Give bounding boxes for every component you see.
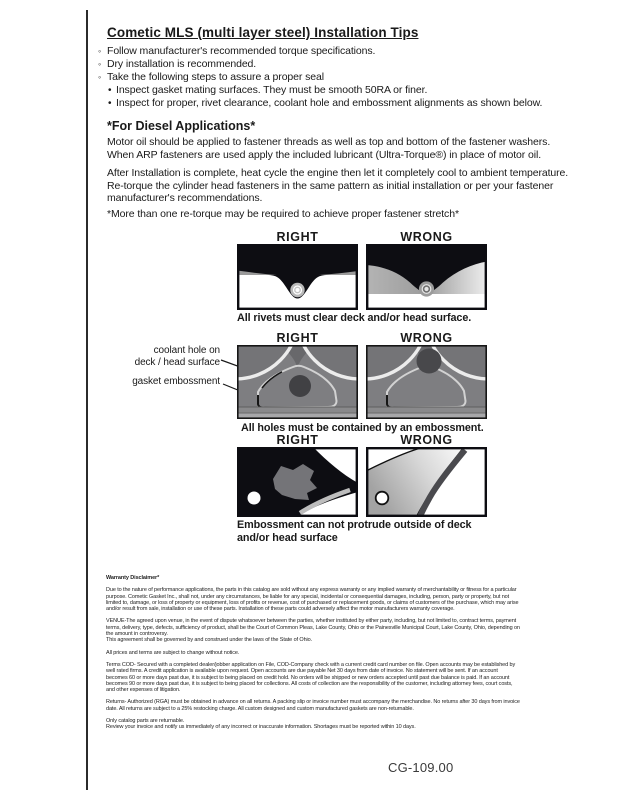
bullet-text: Inspect for proper, rivet clearance, coolant hole and embossment alignments as shown below. — [116, 97, 543, 109]
row2-wrong-label: WRONG — [400, 331, 453, 345]
warranty-disclaimer-heading: Warranty Disclaimer* — [106, 575, 160, 581]
row2-right-label: RIGHT — [276, 331, 319, 345]
governing-law-line: This agreement shall be governed by and construed under the laws of the State of Ohio. — [106, 637, 313, 644]
bullet-item — [98, 45, 578, 58]
retorque-note: *More than one re-torque may be required to achieve proper fastener stretch* — [107, 208, 459, 220]
page-code: CG-109.00 — [388, 760, 454, 775]
venue-paragraph: VENUE-The agreed upon venue, in the event of dispute whatsoever between the parties, whether instituted by either party, including, but not limited to, contract terms, payment terms, delivery, type, defects, sufficiency of product, shall be the Court of Common Pleas, Lake County, Ohio or the Painesville Municipal Court, Lake County, Ohio, depending on the amount in controversy. — [106, 618, 520, 638]
page-title: Cometic MLS (multi layer steel) Installation Tips — [107, 25, 419, 40]
returns-paragraph: Returns- Authorized (RGA) must be obtained in advance on all returns. A packing slip or invoice number must accompany the merchandise. No returns after 30 days from invoice date. All returns are subject to a 25% restocking charge. All custom designed and custom manufactured gaskets are non-returnable. — [106, 699, 520, 712]
row1-wrong-figure — [366, 244, 487, 310]
bullet-list — [98, 45, 578, 110]
row2-wrong-figure — [366, 345, 487, 419]
row1-wrong-label: WRONG — [400, 230, 453, 244]
protrusion-wrong-diagram — [366, 447, 487, 517]
row2-right-figure — [237, 345, 358, 419]
row3-caption: Embossment can not protrude outside of deck and/or head surface — [237, 519, 472, 544]
row1-right-label: RIGHT — [276, 230, 319, 244]
dot-bullet-icon: • — [108, 98, 112, 109]
warranty-paragraph: Due to the nature of performance applications, the parts in this catalog are sold without any express warranty or any implied warranty of merchantability or fitness for a particular purpose. Cometic Gasket Inc., shall not, under any circumstances, be liable for any special, incidental or consequential damages, including, person, party or property, but not limited to, damage, or loss of property or equipment, loss of profits or revenue, cost of purchased or replacement goods, or claims of customers of the purchase, which may arise and/or result from sale, installation or use of these parts. Installation of these parts could adversely affect the motor manufacturers warranty coverage. — [106, 587, 519, 613]
circle-bullet-icon: ◦ — [98, 72, 102, 82]
bullet-text: Inspect gasket mating surfaces. They must be smooth 50RA or finer. — [116, 84, 428, 96]
row2-caption: All holes must be contained by an embossment. — [241, 422, 484, 434]
diesel-section-heading: *For Diesel Applications* — [107, 119, 256, 133]
row1-right-figure — [237, 244, 358, 310]
bullet-text: Follow manufacturer's recommended torque specifications. — [107, 45, 376, 57]
circle-bullet-icon: ◦ — [98, 46, 102, 56]
row3-right-label: RIGHT — [276, 433, 319, 447]
circle-bullet-icon: ◦ — [98, 59, 102, 69]
gasket-embossment-annotation: gasket embossment — [132, 376, 220, 387]
catalog-parts-line: Only catalog parts are returnable. — [106, 718, 185, 725]
rivet-right-diagram — [237, 244, 358, 310]
page-left-rule — [86, 10, 88, 790]
diesel-paragraph-2: After Installation is complete, heat cycle the engine then let it completely cool to ambient temperature. Re-torque the cylinder head fasteners in the same pattern as initial installation or per your fastener manufacturer's recommendations. — [107, 167, 569, 205]
dot-bullet-icon: • — [108, 85, 112, 96]
row3-wrong-label: WRONG — [400, 433, 453, 447]
embossment-right-diagram — [237, 345, 358, 419]
row3-wrong-figure — [366, 447, 487, 517]
sub-bullet-item — [98, 84, 578, 97]
embossment-wrong-diagram — [366, 345, 487, 419]
bullet-item — [98, 58, 578, 71]
sub-bullet-item — [98, 97, 578, 110]
legal-fine-print — [106, 575, 520, 737]
review-invoice-line: Review your invoice and notify us immediately of any incorrect or inaccurate information. Shortages must be reported within 10 days. — [106, 724, 416, 731]
terms-cod-paragraph: Terms COD- Secured with a completed dealer/jobber application on File, COD-Company check with a current credit card number on file. Open accounts may be established by well rated firms. A credit application is available upon request. Open accounts are due payable Net 30 days from date of invoice. No statement will be sent. If an account becomes 60 or more days past due, it is subject to being placed on credit hold. No orders will be shipped or new orders accepted until past due balance is paid. If an account becomes 90 or more days past due, it is subject to being placed for collections. All costs of collection are the responsibility of the customer, including attorney fees, court costs, and other expenses of litigation. — [106, 661, 516, 694]
coolant-hole-annotation: coolant hole on deck / head surface — [134, 345, 220, 368]
bullet-item — [98, 71, 578, 84]
diesel-paragraph-1: Motor oil should be applied to fastener threads as well as top and bottom of the fastener washers. When ARP fasteners are used apply the included lubricant (Ultra-Torque®) in place of motor oil. — [107, 136, 551, 161]
prices-terms-line: All prices and terms are subject to change without notice. — [106, 649, 240, 656]
row1-caption: All rivets must clear deck and/or head surface. — [237, 312, 472, 324]
rivet-wrong-diagram — [366, 244, 487, 310]
bullet-text: Dry installation is recommended. — [107, 58, 257, 70]
bullet-text: Take the following steps to assure a proper seal — [107, 71, 324, 83]
row3-right-figure — [237, 447, 358, 517]
protrusion-right-diagram — [237, 447, 358, 517]
